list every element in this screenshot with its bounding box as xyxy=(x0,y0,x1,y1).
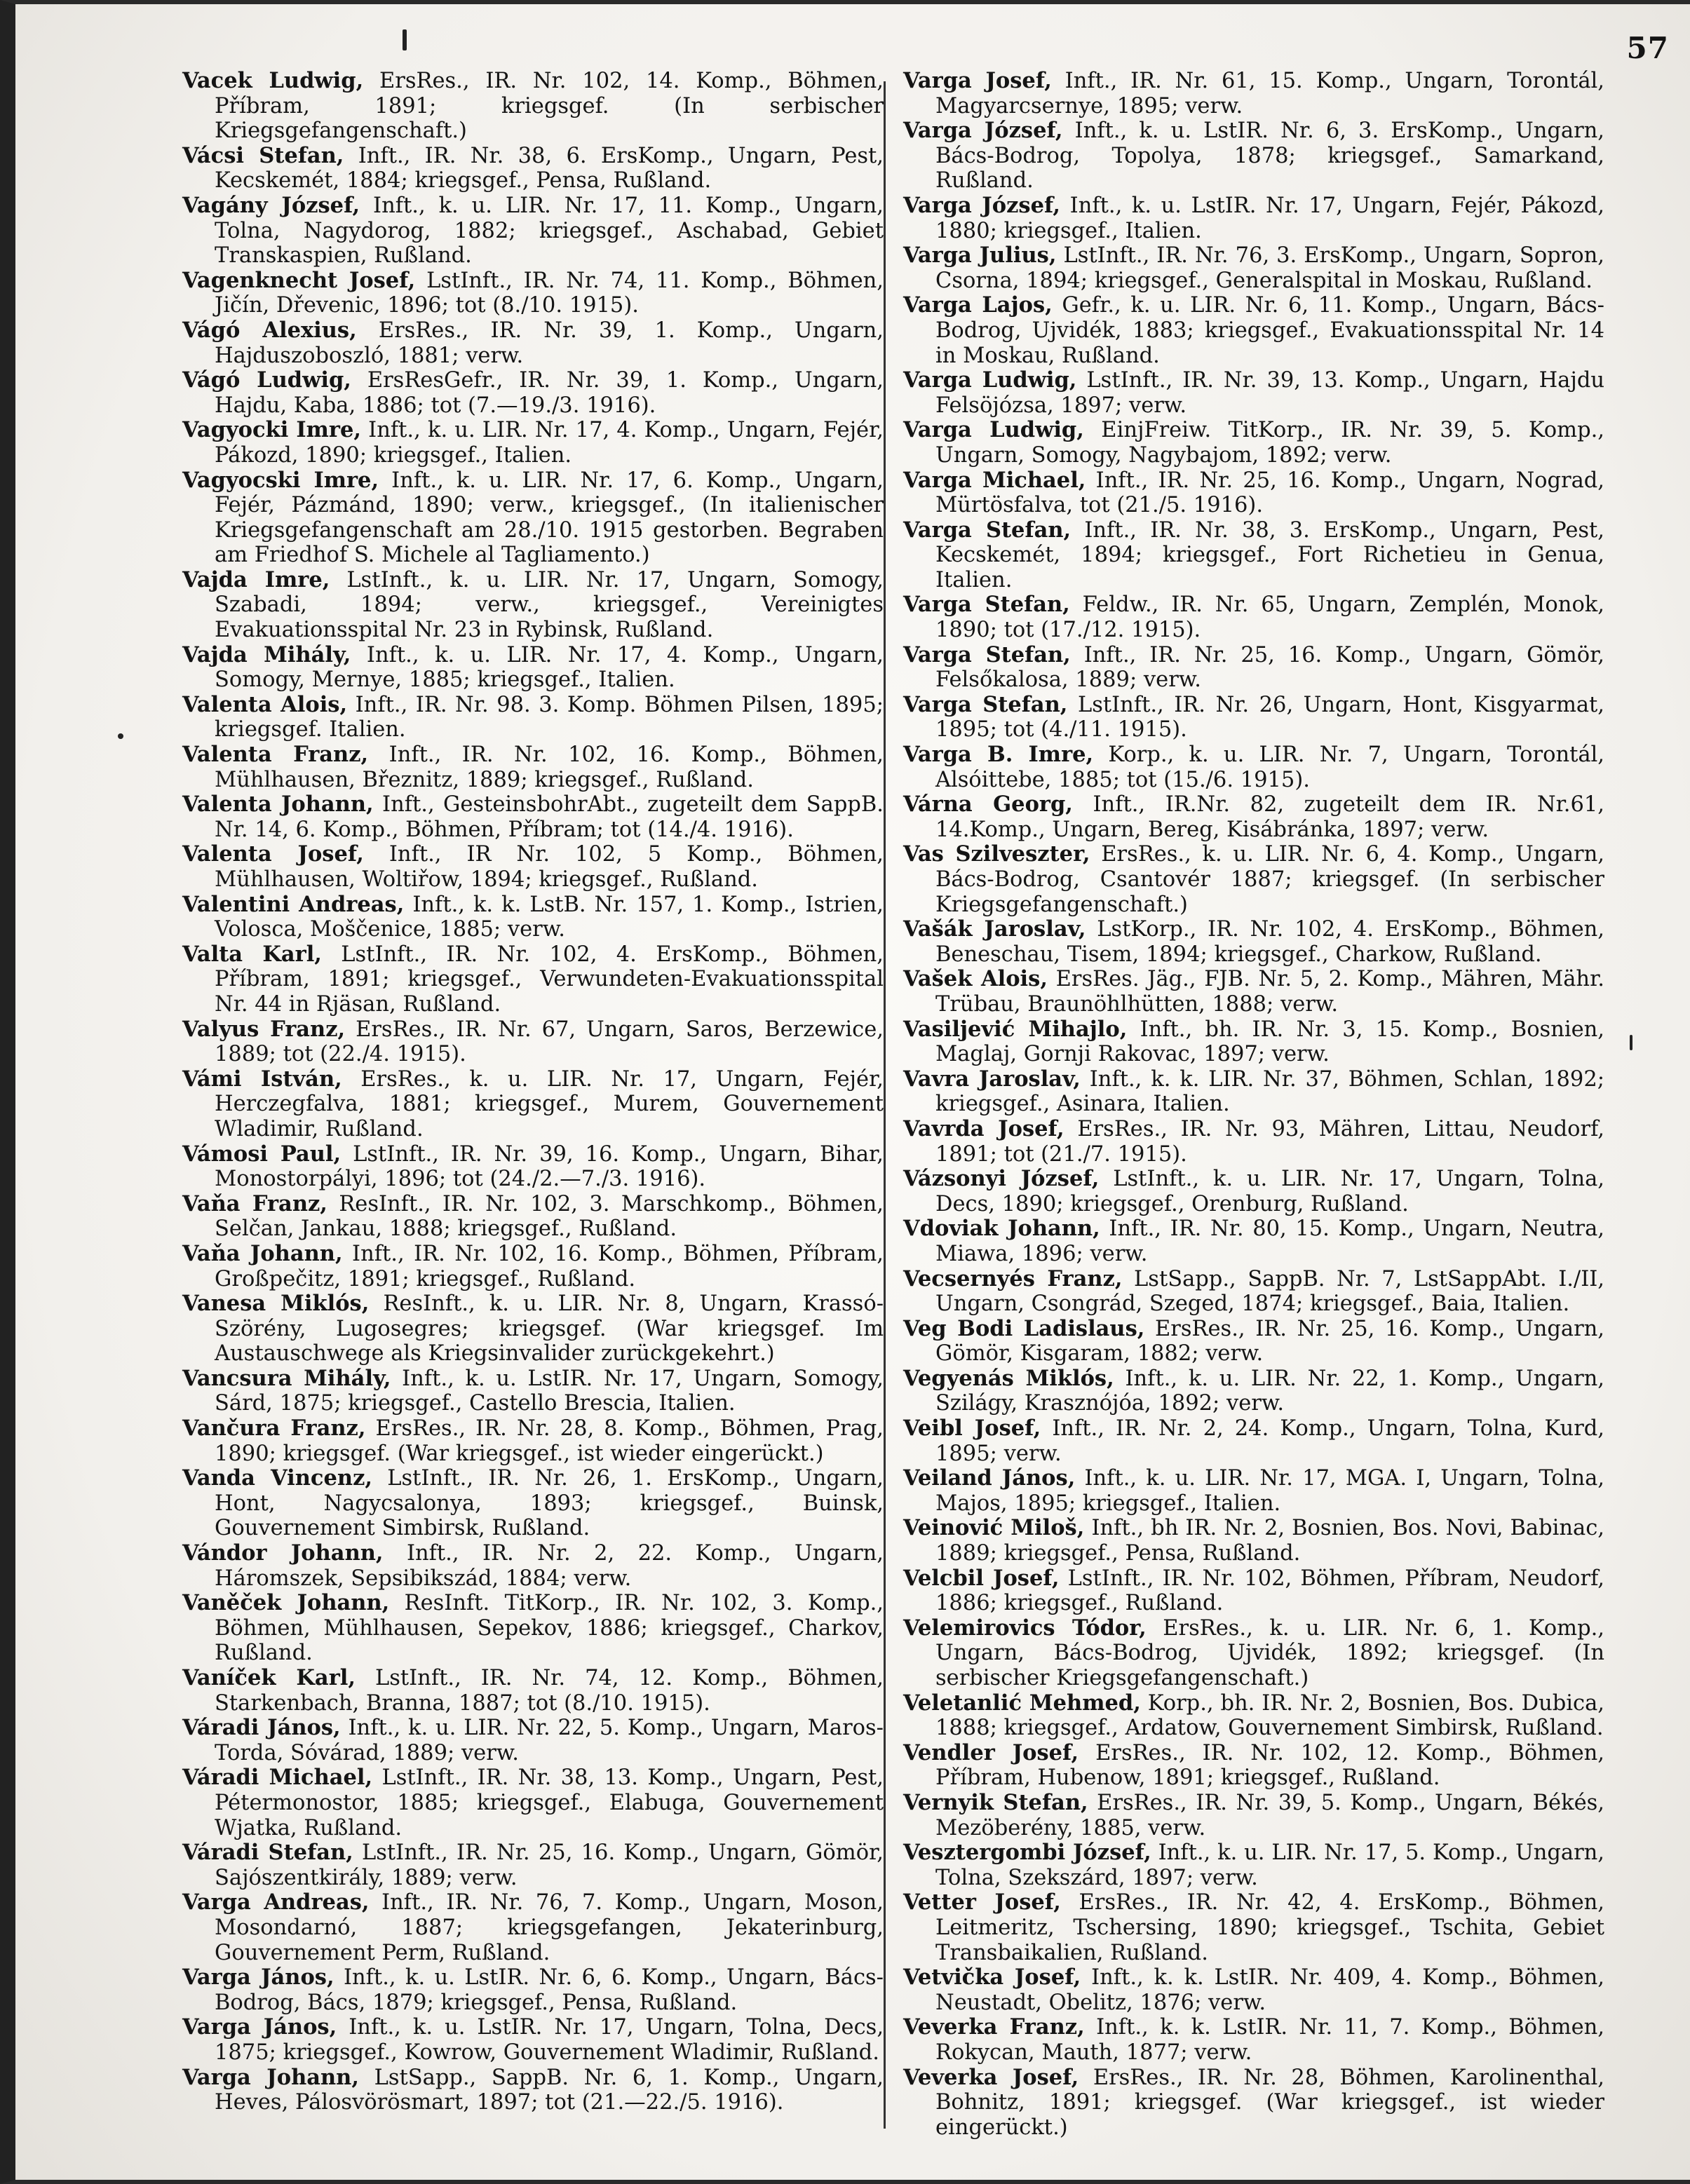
entry-name: Vagenknecht Josef, xyxy=(182,267,416,293)
entry-name: Varga Ludwig, xyxy=(903,417,1084,443)
entry-details: ResInft. TitKorp., IR. Nr. 102, 3. Komp., Böhmen, Mühlhausen, Sepekov, 1886; kriegsgef., Charkov, Rußland. xyxy=(215,1591,884,1666)
entry-details: LstInft., IR. Nr. 39, 13. Komp., Ungarn, Hajdu Felsöjózsa, 1897; verw. xyxy=(935,368,1604,418)
entry-details: ErsRes., IR. Nr. 39, 5. Komp., Ungarn, Békés, Mezöberény, 1885, verw. xyxy=(935,1790,1604,1840)
entry-details: Inft., k. k. LIR. Nr. 37, Böhmen, Schlan, 1892; kriegsgef., Asinara, Italien. xyxy=(935,1066,1604,1117)
roster-entry xyxy=(182,418,884,468)
entry-details: Inft., k. u. LstIR. Nr. 17, Ungarn, Somogy, Sárd, 1875; kriegsgef., Castello Brescia, Italien. xyxy=(215,1366,884,1416)
roster-entry xyxy=(903,1416,1604,1466)
entry-name: Vágó Ludwig, xyxy=(182,367,351,393)
roster-entry xyxy=(903,917,1604,967)
roster-entry xyxy=(182,792,884,842)
entry-name: Varga Stefan, xyxy=(903,691,1068,717)
entry-name: Veg Bodi Ladislaus, xyxy=(903,1315,1145,1341)
entry-name: Vavra Jaroslav, xyxy=(903,1066,1081,1092)
entry-name: Varga Josef, xyxy=(903,68,1052,93)
entry-details: LstInft., k. u. LIR. Nr. 17, Ungarn, Somogy, Szabadi, 1894; verw., kriegsgef., Vereinigtes Evakuationsspital Nr. 23 in Rybinsk, Rußland. xyxy=(215,567,884,643)
entry-details: Inft., IR. Nr. 102, 16. Komp., Böhmen, Mühlhausen, Březnitz, 1889; kriegsgef., Rußland. xyxy=(215,742,884,792)
entry-details: ResInft., IR. Nr. 102, 3. Marschkomp., Böhmen, Selčan, Jankau, 1888; kriegsgef., Rußland. xyxy=(215,1191,884,1242)
roster-entry xyxy=(182,1366,884,1416)
roster-entry xyxy=(182,942,884,1017)
entry-name: Valta Karl, xyxy=(182,941,322,967)
entry-details: Korp., bh. IR. Nr. 2, Bosnien, Bos. Dubica, 1888; kriegsgef., Ardatow, Gouvernement Simbirsk, Rußland. xyxy=(935,1690,1604,1741)
roster-entry xyxy=(182,2066,884,2115)
roster-entry xyxy=(182,1416,884,1466)
roster-entry xyxy=(182,1840,884,1890)
entry-details: LstSapp., SappB. Nr. 7, LstSappAbt. I./II, Ungarn, Csongrád, Szeged, 1874; kriegsgef., Baia, Italien. xyxy=(935,1266,1605,1317)
entry-details: ErsRes., IR. Nr. 93, Mähren, Littau, Neudorf, 1891; tot (21./7. 1915). xyxy=(935,1116,1604,1167)
entry-details: ErsRes. Jäg., FJB. Nr. 5, 2. Komp., Mähren, Mähr. Trübau, Braunöhlhütten, 1888; verw. xyxy=(935,967,1604,1017)
entry-details: LstInft., IR. Nr. 39, 16. Komp., Ungarn, Bihar, Monostorpályi, 1896; tot (24./2.—7./3. 1916). xyxy=(215,1141,884,1192)
entry-details: Inft., k. u. LIR. Nr. 17, 11. Komp., Ungarn, Tolna, Nagydorog, 1882; kriegsgef., Aschabad, Gebiet Transkaspien, Rußland. xyxy=(215,193,884,269)
entry-name: Vetter Josef, xyxy=(903,1890,1061,1915)
entry-name: Vančura Franz, xyxy=(182,1416,366,1442)
roster-entry xyxy=(903,792,1604,842)
entry-details: LstInft., IR. Nr. 26, 1. ErsKomp., Ungarn, Hont, Nagycsalonya, 1893; kriegsgef., Buinsk, Gouvernement Simbirsk, Rußland. xyxy=(215,1466,884,1541)
roster-entry xyxy=(182,1541,884,1591)
entry-name: Varga József, xyxy=(903,118,1063,144)
roster-entry xyxy=(903,1466,1604,1516)
entry-details: LstInft., IR. Nr. 74, 12. Komp., Böhmen, Starkenbach, Branna, 1887; tot (8./10. 1915). xyxy=(215,1666,884,1716)
entry-name: Valenta Franz, xyxy=(182,742,369,768)
entry-details: LstInft., IR. Nr. 102, Böhmen, Příbram, Neudorf, 1886; kriegsgef., Rußland. xyxy=(935,1566,1604,1616)
entry-details: ErsRes., IR. Nr. 25, 16. Komp., Ungarn, Gömör, Kisgaram, 1882; verw. xyxy=(935,1316,1604,1366)
entry-name: Várna Georg, xyxy=(903,792,1073,818)
entry-name: Varga Julius, xyxy=(903,243,1057,269)
roster-entry xyxy=(182,693,884,742)
entry-details: Feldw., IR. Nr. 65, Ungarn, Zemplén, Monok, 1890; tot (17./12. 1915). xyxy=(935,592,1604,643)
entry-details: LstSapp., SappB. Nr. 6, 1. Komp., Ungarn, Heves, Pálosvörösmart, 1897; tot (21.—22./5. 1916). xyxy=(215,2065,884,2115)
entry-details: Inft., k. u. LIR. Nr. 17, 6. Komp., Ungarn, Fejér, Pázmánd, 1890; verw., kriegsgef., (In italienischer Kriegsgefangenschaft am 28./10. 1915 gestorben. Begraben am Friedhof S. Michele al Tagliamento.) xyxy=(215,468,884,568)
entry-details: ErsRes., k. u. LIR. Nr. 17, Ungarn, Fejér, Herczegfalva, 1881; kriegsgef., Murem, Gouvernement Wladimir, Rußland. xyxy=(215,1066,884,1141)
entry-details: ErsRes., IR. Nr. 28, 8. Komp., Böhmen, Prag, 1890; kriegsgef. (War kriegsgef., ist wieder eingerückt.) xyxy=(215,1416,884,1466)
entry-name: Vašák Jaroslav, xyxy=(903,916,1086,942)
entry-details: Inft., k. u. LstIR. Nr. 6, 6. Komp., Ungarn, Bács-Bodrog, Bács, 1879; kriegsgef., Pensa, Rußland. xyxy=(215,1965,884,2015)
entry-name: Vagyocki Imre, xyxy=(182,417,362,443)
entry-details: Inft., k. u. LIR. Nr. 17, MGA. I, Ungarn, Tolna, Majos, 1895; kriegsgef., Italien. xyxy=(935,1466,1604,1516)
entry-name: Valenta Johann, xyxy=(182,792,374,818)
entry-details: LstInft., IR. Nr. 38, 13. Komp., Ungarn, Pest, Pétermonostor, 1885; kriegsgef., Elabuga, Gouvernement Wjatka, Rußland. xyxy=(215,1765,884,1840)
left-column xyxy=(182,69,884,2115)
entry-name: Vas Szilveszter, xyxy=(903,841,1090,867)
roster-entry xyxy=(903,1067,1604,1117)
roster-entry xyxy=(903,1167,1604,1216)
roster-entry xyxy=(903,1317,1604,1366)
roster-entry xyxy=(182,1242,884,1291)
entry-name: Váradi Michael, xyxy=(182,1765,373,1791)
entry-details: ErsRes., IR. Nr. 42, 4. ErsKomp., Böhmen, Leitmeritz, Tschersing, 1890; kriegsgef., Tschita, Gebiet Transbaikalien, Rußland. xyxy=(935,1890,1604,1965)
roster-entry xyxy=(903,243,1604,293)
roster-entry xyxy=(903,1267,1604,1317)
roster-entry xyxy=(903,69,1604,118)
roster-entry xyxy=(182,1965,884,2015)
entry-details: Inft., GesteinsbohrAbt., zugeteilt dem SappB. Nr. 14, 6. Komp., Böhmen, Příbram; tot (14./4. 1916). xyxy=(215,792,884,842)
entry-name: Vándor Johann, xyxy=(182,1540,384,1566)
entry-name: Vaněček Johann, xyxy=(182,1590,390,1616)
entry-name: Vázsonyi József, xyxy=(903,1166,1100,1192)
entry-name: Vagány József, xyxy=(182,192,360,218)
entry-name: Varga Andreas, xyxy=(182,1890,370,1915)
entry-details: Inft., k. u. LIR. Nr. 17, 4. Komp., Ungarn, Fejér, Pákozd, 1890; kriegsgef., Italien. xyxy=(215,418,884,468)
roster-entry xyxy=(903,643,1604,693)
entry-name: Veletanlić Mehmed, xyxy=(903,1690,1141,1716)
entry-details: LstInft., IR. Nr. 25, 16. Komp., Ungarn, Gömör, Sajószentkirály, 1889; verw. xyxy=(215,1840,884,1890)
entry-name: Vanda Vincenz, xyxy=(182,1465,373,1491)
entry-details: Inft., k. k. LstIR. Nr. 11, 7. Komp., Böhmen, Rokycan, Mauth, 1877; verw. xyxy=(935,2015,1604,2065)
entry-details: ErsResGefr., IR. Nr. 39, 1. Komp., Ungarn, Hajdu, Kaba, 1886; tot (7.—19./3. 1916). xyxy=(215,368,884,418)
entry-name: Valyus Franz, xyxy=(182,1016,346,1042)
entry-name: Velemirovics Tódor, xyxy=(903,1615,1147,1641)
entry-name: Vasiljević Mihajlo, xyxy=(903,1016,1128,1042)
entry-details: Inft., k. u. LIR. Nr. 17, 5. Komp., Ungarn, Tolna, Szekszárd, 1897; verw. xyxy=(935,1840,1604,1890)
roster-entry xyxy=(182,893,884,942)
entry-details: Inft., IR. Nr. 25, 16. Komp., Ungarn, Gömör, Felsőkalosa, 1889; verw. xyxy=(935,642,1605,693)
entry-details: Inft., IR. Nr. 61, 15. Komp., Ungarn, Torontál, Magyarcsernye, 1895; verw. xyxy=(935,69,1604,118)
entry-details: Inft., IR.Nr. 82, zugeteilt dem IR. Nr.61, 14.Komp., Ungarn, Bereg, Kisábránka, 1897; verw. xyxy=(935,792,1605,842)
roster-entry xyxy=(903,693,1604,742)
entry-name: Vanesa Miklós, xyxy=(182,1291,370,1317)
scan-speck xyxy=(1630,1035,1632,1050)
roster-entry xyxy=(903,1216,1604,1266)
roster-entry xyxy=(903,1516,1604,1566)
roster-entry xyxy=(903,118,1604,194)
roster-entry xyxy=(182,1017,884,1067)
entry-name: Varga Stefan, xyxy=(903,592,1070,618)
entry-name: Varga Johann, xyxy=(182,2064,359,2090)
entry-details: EinjFreiw. TitKorp., IR. Nr. 39, 5. Komp., Ungarn, Somogy, Nagybajom, 1892; verw. xyxy=(935,418,1604,468)
entry-name: Vámosi Paul, xyxy=(182,1141,342,1167)
entry-details: LstInft., IR. Nr. 26, Ungarn, Hont, Kisgyarmat, 1895; tot (4./11. 1915). xyxy=(935,692,1604,742)
roster-entry xyxy=(903,1791,1604,1840)
entry-name: Varga Stefan, xyxy=(903,642,1071,667)
entry-details: LstInft., IR. Nr. 74, 11. Komp., Böhmen, Jičín, Dřevenic, 1896; tot (8./10. 1915). xyxy=(215,268,884,318)
entry-name: Vacek Ludwig, xyxy=(182,68,364,93)
entry-details: ErsRes., IR. Nr. 102, 14. Komp., Böhmen, Příbram, 1891; kriegsgef. (In serbischer Kriegsgefangenschaft.) xyxy=(215,69,884,144)
roster-entry xyxy=(903,1366,1604,1416)
entry-name: Vernyik Stefan, xyxy=(903,1789,1088,1815)
entry-name: Vajda Imre, xyxy=(182,567,330,592)
roster-entry xyxy=(903,2066,1604,2141)
entry-details: Inft., bh IR. Nr. 2, Bosnien, Bos. Novi, Babinac, 1889; kriegsgef., Pensa, Rußland. xyxy=(935,1516,1604,1566)
entry-details: ErsRes., k. u. LIR. Nr. 6, 4. Komp., Ungarn, Bács-Bodrog, Csantovér 1887; kriegsgef. (In serbischer Kriegsgefangenschaft.) xyxy=(935,842,1604,917)
entry-details: Inft., k. u. LIR. Nr. 22, 1. Komp., Ungarn, Szilágy, Krasznójóa, 1892; verw. xyxy=(935,1366,1604,1416)
page-number: 57 xyxy=(1626,31,1669,65)
roster-entry xyxy=(182,318,884,368)
roster-entry xyxy=(903,1566,1604,1616)
entry-name: Váradi Stefan, xyxy=(182,1840,353,1866)
entry-name: Vámi István, xyxy=(182,1066,342,1092)
roster-entry xyxy=(903,1017,1604,1067)
roster-entry xyxy=(903,742,1604,792)
entry-name: Valenta Alois, xyxy=(182,691,348,717)
roster-entry xyxy=(903,368,1604,418)
entry-name: Velcbil Josef, xyxy=(903,1565,1060,1591)
roster-entry xyxy=(182,1716,884,1765)
roster-entry xyxy=(903,1691,1604,1741)
entry-details: Inft., IR. Nr. 2, 24. Komp., Ungarn, Tolna, Kurd, 1895; verw. xyxy=(935,1416,1604,1466)
roster-entry xyxy=(903,194,1604,243)
roster-entry xyxy=(903,1117,1604,1167)
roster-entry xyxy=(182,144,884,194)
entry-name: Vavrda Josef, xyxy=(903,1115,1064,1141)
entry-name: Varga Lajos, xyxy=(903,292,1053,318)
entry-details: LstInft., IR. Nr. 76, 3. ErsKomp., Ungarn, Sopron, Csorna, 1894; kriegsgef., Generalspital in Moskau, Rußland. xyxy=(935,243,1604,293)
entry-name: Veibl Josef, xyxy=(903,1416,1041,1442)
entry-details: Inft., IR. Nr. 80, 15. Komp., Ungarn, Neutra, Miawa, 1896; verw. xyxy=(935,1216,1604,1266)
roster-entry xyxy=(903,1741,1604,1791)
roster-entry xyxy=(182,1666,884,1716)
entry-details: ErsRes., IR. Nr. 67, Ungarn, Saros, Berzewice, 1889; tot (22./4. 1915). xyxy=(215,1017,884,1067)
entry-name: Valenta Josef, xyxy=(182,841,364,867)
entry-details: Inft., IR. Nr. 76, 7. Komp., Ungarn, Moson, Mosondarnó, 1887; kriegsgefangen, Jekaterinburg, Gouvernement Perm, Rußland. xyxy=(215,1890,884,1965)
entry-name: Varga János, xyxy=(182,2014,337,2040)
entry-details: Inft., IR. Nr. 102, 16. Komp., Böhmen, Příbram, Großpečitz, 1891; kriegsgef., Rußland. xyxy=(215,1241,884,1291)
entry-details: Inft., IR. Nr. 38, 3. ErsKomp., Ungarn, Pest, Kecskemét, 1894; kriegsgef., Fort Richetieu in Genua, Italien. xyxy=(935,517,1604,592)
entry-name: Vaňa Franz, xyxy=(182,1191,327,1216)
entry-details: LstInft., k. u. LIR. Nr. 17, Ungarn, Tolna, Decs, 1890; kriegsgef., Orenburg, Rußland. xyxy=(935,1167,1604,1216)
entry-name: Varga Stefan, xyxy=(903,517,1072,543)
entry-name: Varga Michael, xyxy=(903,467,1086,493)
entry-details: Inft., IR. Nr. 98. 3. Komp. Böhmen Pilsen, 1895; kriegsgef. Italien. xyxy=(215,692,884,742)
roster-entry xyxy=(182,69,884,144)
entry-details: ErsRes., IR. Nr. 28, Böhmen, Karolinenthal, Bohnitz, 1891; kriegsgef. (War kriegsgef., ist wieder eingerückt.) xyxy=(935,2065,1604,2140)
entry-name: Váradi János, xyxy=(182,1715,341,1741)
roster-entry xyxy=(182,842,884,892)
roster-entry xyxy=(182,1765,884,1840)
roster-entry xyxy=(182,1591,884,1666)
column-divider xyxy=(884,81,886,2129)
entry-details: Korp., k. u. LIR. Nr. 7, Ungarn, Torontál, Alsóittebe, 1885; tot (15./6. 1915). xyxy=(935,742,1604,792)
entry-details: Inft., k. u. LIR. Nr. 17, 4. Komp., Ungarn, Somogy, Mernye, 1885; kriegsgef., Italien. xyxy=(215,642,884,693)
entry-name: Vagyocski Imre, xyxy=(182,467,379,493)
scan-speck xyxy=(118,733,123,739)
entry-details: ErsRes., IR. Nr. 102, 12. Komp., Böhmen, Příbram, Hubenow, 1891; kriegsgef., Rußland. xyxy=(935,1740,1605,1791)
roster-entry xyxy=(182,643,884,693)
entry-name: Veverka Franz, xyxy=(903,2014,1085,2040)
roster-entry xyxy=(182,1142,884,1192)
entry-name: Vancsura Mihály, xyxy=(182,1365,391,1391)
entry-name: Vesztergombi József, xyxy=(903,1840,1151,1866)
entry-name: Vaníček Karl, xyxy=(182,1665,356,1690)
entry-name: Veiland János, xyxy=(903,1465,1076,1491)
roster-entry xyxy=(182,194,884,269)
roster-entry xyxy=(182,742,884,792)
entry-name: Varga József, xyxy=(903,192,1061,218)
roster-entry xyxy=(182,1067,884,1142)
entry-name: Valentini Andreas, xyxy=(182,891,405,917)
entry-details: ErsRes., k. u. LIR. Nr. 6, 1. Komp., Ungarn, Bács-Bodrog, Ujvidék, 1892; kriegsgef. (In serbischer Kriegsgefangenschaft.) xyxy=(935,1615,1604,1690)
scan-speck xyxy=(403,29,407,50)
entry-details: Inft., k. k. LstB. Nr. 157, 1. Komp., Istrien, Volosca, Moščenice, 1885; verw. xyxy=(215,892,884,942)
entry-details: Inft., IR. Nr. 25, 16. Komp., Ungarn, Nograd, Mürtösfalva, tot (21./5. 1916). xyxy=(935,468,1604,518)
roster-entry xyxy=(182,1291,884,1366)
entry-name: Vašek Alois, xyxy=(903,966,1048,992)
entry-details: Inft., k. k. LstIR. Nr. 409, 4. Komp., Böhmen, Neustadt, Obelitz, 1876; verw. xyxy=(935,1965,1605,2015)
entry-details: Inft., k. u. LstIR. Nr. 17, Ungarn, Fejér, Pákozd, 1880; kriegsgef., Italien. xyxy=(935,193,1604,243)
roster-entry xyxy=(182,269,884,318)
roster-entry xyxy=(182,2015,884,2065)
entry-details: LstInft., IR. Nr. 102, 4. ErsKomp., Böhmen, Příbram, 1891; kriegsgef., Verwundeten-Evakuationsspital Nr. 44 in Rjäsan, Rußland. xyxy=(215,942,884,1017)
entry-name: Veinović Miloš, xyxy=(903,1515,1085,1541)
entry-name: Vaňa Johann, xyxy=(182,1240,343,1266)
roster-entry xyxy=(182,368,884,418)
entry-name: Varga B. Imre, xyxy=(903,742,1094,768)
entry-name: Vendler Josef, xyxy=(903,1739,1079,1765)
entry-details: Inft., k. u. LstIR. Nr. 17, Ungarn, Tolna, Decs, 1875; kriegsgef., Kowrow, Gouvernement Wladimir, Rußland. xyxy=(215,2015,884,2065)
entry-details: Inft., IR. Nr. 2, 22. Komp., Ungarn, Háromszek, Sepsibikszád, 1884; verw. xyxy=(215,1541,884,1591)
entry-details: Inft., IR. Nr. 38, 6. ErsKomp., Ungarn, Pest, Kecskemét, 1884; kriegsgef., Pensa, Rußland. xyxy=(215,143,884,194)
entry-details: LstKorp., IR. Nr. 102, 4. ErsKomp., Böhmen, Beneschau, Tisem, 1894; kriegsgef., Charkow, Rußland. xyxy=(935,917,1604,967)
entry-name: Vetvička Josef, xyxy=(903,1965,1081,1990)
roster-entry xyxy=(182,568,884,643)
entry-name: Veverka Josef, xyxy=(903,2064,1079,2090)
roster-entry xyxy=(903,967,1604,1017)
entry-details: Gefr., k. u. LIR. Nr. 6, 11. Komp., Ungarn, Bács-Bodrog, Ujvidék, 1883; kriegsgef., Evakuationsspital Nr. 14 in Moskau, Rußland. xyxy=(935,293,1604,368)
entry-details: ResInft., k. u. LIR. Nr. 8, Ungarn, Krassó-Szörény, Lugosegres; kriegsgef. (War kriegsgef. Im Austauschwege als Kriegsinvalider zurückgekehrt.) xyxy=(215,1291,884,1366)
entry-name: Vegyenás Miklós, xyxy=(903,1365,1114,1391)
roster-entry xyxy=(903,1616,1604,1691)
entry-details: Inft., k. u. LstIR. Nr. 6, 3. ErsKomp., Ungarn, Bács-Bodrog, Topolya, 1878; kriegsgef., Samarkand, Rußland. xyxy=(935,118,1604,194)
roster-entry xyxy=(903,1890,1604,1965)
roster-entry xyxy=(903,518,1604,593)
roster-entry xyxy=(182,1192,884,1242)
roster-entry xyxy=(182,1466,884,1541)
entry-name: Varga Ludwig, xyxy=(903,367,1077,393)
entry-name: Vajda Mihály, xyxy=(182,642,351,667)
entry-name: Varga János, xyxy=(182,1965,334,1990)
entry-name: Vágó Alexius, xyxy=(182,317,357,343)
roster-entry xyxy=(903,2015,1604,2065)
roster-entry xyxy=(903,592,1604,642)
entry-name: Vácsi Stefan, xyxy=(182,142,344,168)
entry-details: Inft., IR Nr. 102, 5 Komp., Böhmen, Mühlhausen, Woltiřow, 1894; kriegsgef., Rußland. xyxy=(215,842,884,892)
entry-name: Vecsernyés Franz, xyxy=(903,1266,1123,1291)
entry-details: ErsRes., IR. Nr. 39, 1. Komp., Ungarn, Hajduszoboszló, 1881; verw. xyxy=(215,318,884,368)
roster-entry xyxy=(903,1965,1604,2015)
roster-entry xyxy=(903,293,1604,368)
right-column xyxy=(903,69,1604,2140)
entry-name: Vdoviak Johann, xyxy=(903,1216,1100,1242)
roster-entry xyxy=(903,418,1604,468)
roster-entry xyxy=(182,1890,884,1965)
roster-entry xyxy=(903,1840,1604,1890)
entry-details: Inft., bh. IR. Nr. 3, 15. Komp., Bosnien, Maglaj, Gornji Rakovac, 1897; verw. xyxy=(935,1017,1605,1067)
roster-entry xyxy=(182,468,884,568)
roster-entry xyxy=(903,842,1604,917)
roster-entry xyxy=(903,468,1604,518)
entry-details: Inft., k. u. LIR. Nr. 22, 5. Komp., Ungarn, Maros-Torda, Sóvárad, 1889; verw. xyxy=(215,1716,884,1765)
